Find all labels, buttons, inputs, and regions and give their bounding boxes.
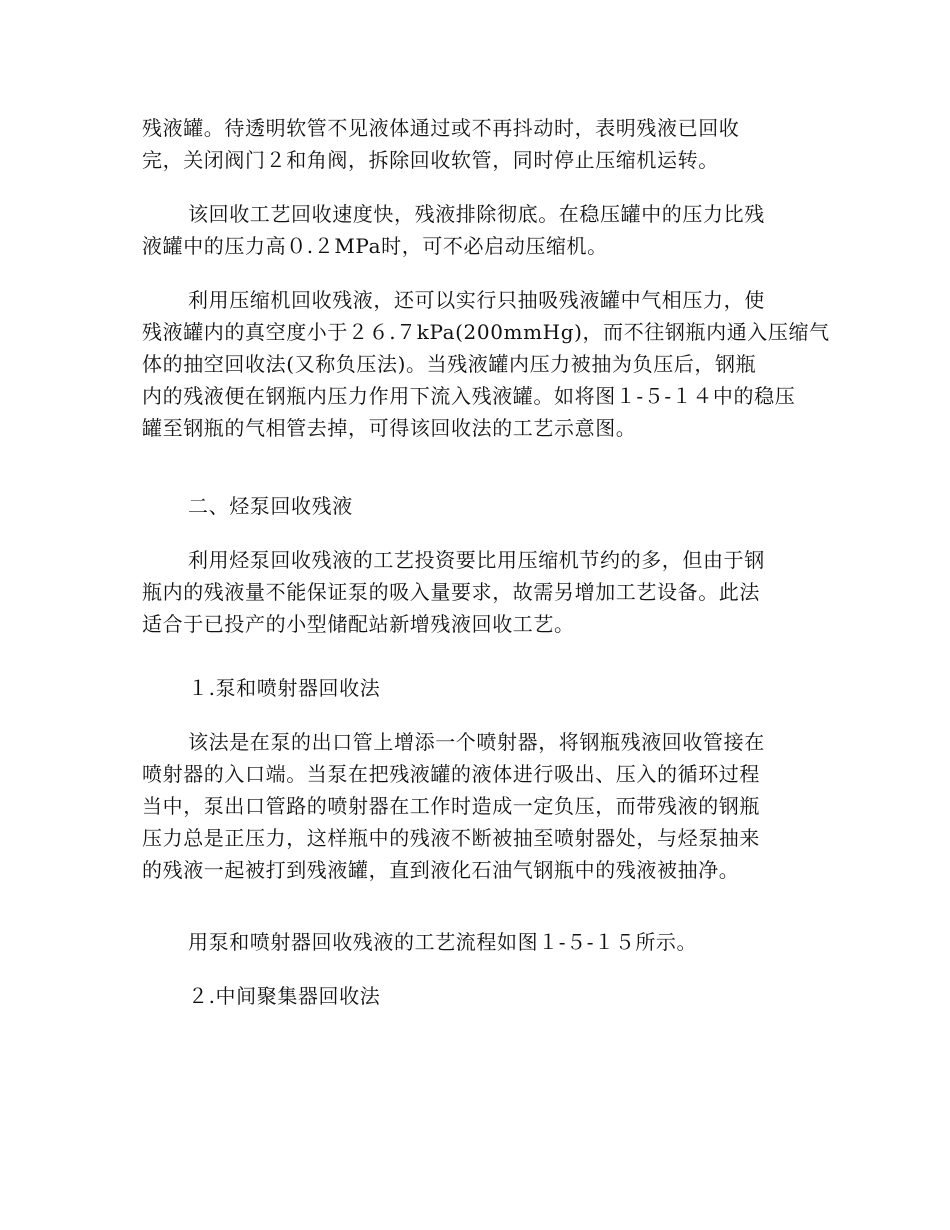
text-line: 液罐中的压力高０.２MPa时，可不必启动压缩机。 xyxy=(142,234,608,258)
text-line: 当中，泵出口管路的喷射器在工作时造成一定负压，而带残液的钢瓶 xyxy=(142,794,760,818)
subheading-intermediate-collector xyxy=(142,980,802,1012)
paragraph-1 xyxy=(142,112,802,176)
text-line: 完，关闭阀门２和角阀，拆除回收软管，同时停止压缩机运转。 xyxy=(142,148,719,172)
text-line: 用泵和喷射器回收残液的工艺流程如图１-５-１５所示。 xyxy=(188,930,698,954)
text-line: 适合于已投产的小型储配站新增残液回收工艺。 xyxy=(142,612,575,636)
section-heading-hydrocarbon-pump xyxy=(142,490,802,522)
heading-text: １.泵和喷射器回收法 xyxy=(188,676,381,700)
heading-text: 二、烃泵回收残液 xyxy=(188,494,353,518)
text-line: 喷射器的入口端。当泵在把残液罐的液体进行吸出、压入的循环过程 xyxy=(142,762,760,786)
text-line: 利用压缩机回收残液，还可以实行只抽吸残液罐中气相压力，使 xyxy=(188,288,765,312)
text-line: 该法是在泵的出口管上增添一个喷射器，将钢瓶残液回收管接在 xyxy=(188,730,765,754)
text-line: 残液罐。待透明软管不见液体通过或不再抖动时，表明残液已回收 xyxy=(142,116,740,140)
paragraph-5 xyxy=(142,726,802,886)
text-line: 该回收工艺回收速度快，残液排除彻底。在稳压罐中的压力比残 xyxy=(188,202,765,226)
text-line: 利用烃泵回收残液的工艺投资要比用压缩机节约的多，但由于钢 xyxy=(188,548,765,572)
text-line: 压力总是正压力，这样瓶中的残液不断被抽至喷射器处，与烃泵抽来 xyxy=(142,826,760,850)
paragraph-3 xyxy=(142,284,830,444)
text-line: 的残液一起被打到残液罐，直到液化石油气钢瓶中的残液被抽净。 xyxy=(142,858,740,882)
paragraph-2 xyxy=(142,198,802,262)
text-line: 内的残液便在钢瓶内压力作用下流入残液罐。如将图１-５-１４中的稳压 xyxy=(142,384,796,408)
paragraph-4 xyxy=(142,544,802,640)
text-line: 瓶内的残液量不能保证泵的吸入量要求，故需另增加工艺设备。此法 xyxy=(142,580,760,604)
paragraph-6 xyxy=(142,926,802,958)
subheading-pump-ejector xyxy=(142,672,802,704)
text-line: 体的抽空回收法(又称负压法)。当残液罐内压力被抽为负压后，钢瓶 xyxy=(142,352,757,376)
heading-text: ２.中间聚集器回收法 xyxy=(188,984,381,1008)
text-line: 罐至钢瓶的气相管去掉，可得该回收法的工艺示意图。 xyxy=(142,416,637,440)
text-line: 残液罐内的真空度小于２６.７kPa(200mmHg)，而不往钢瓶内通入压缩气 xyxy=(142,320,830,344)
